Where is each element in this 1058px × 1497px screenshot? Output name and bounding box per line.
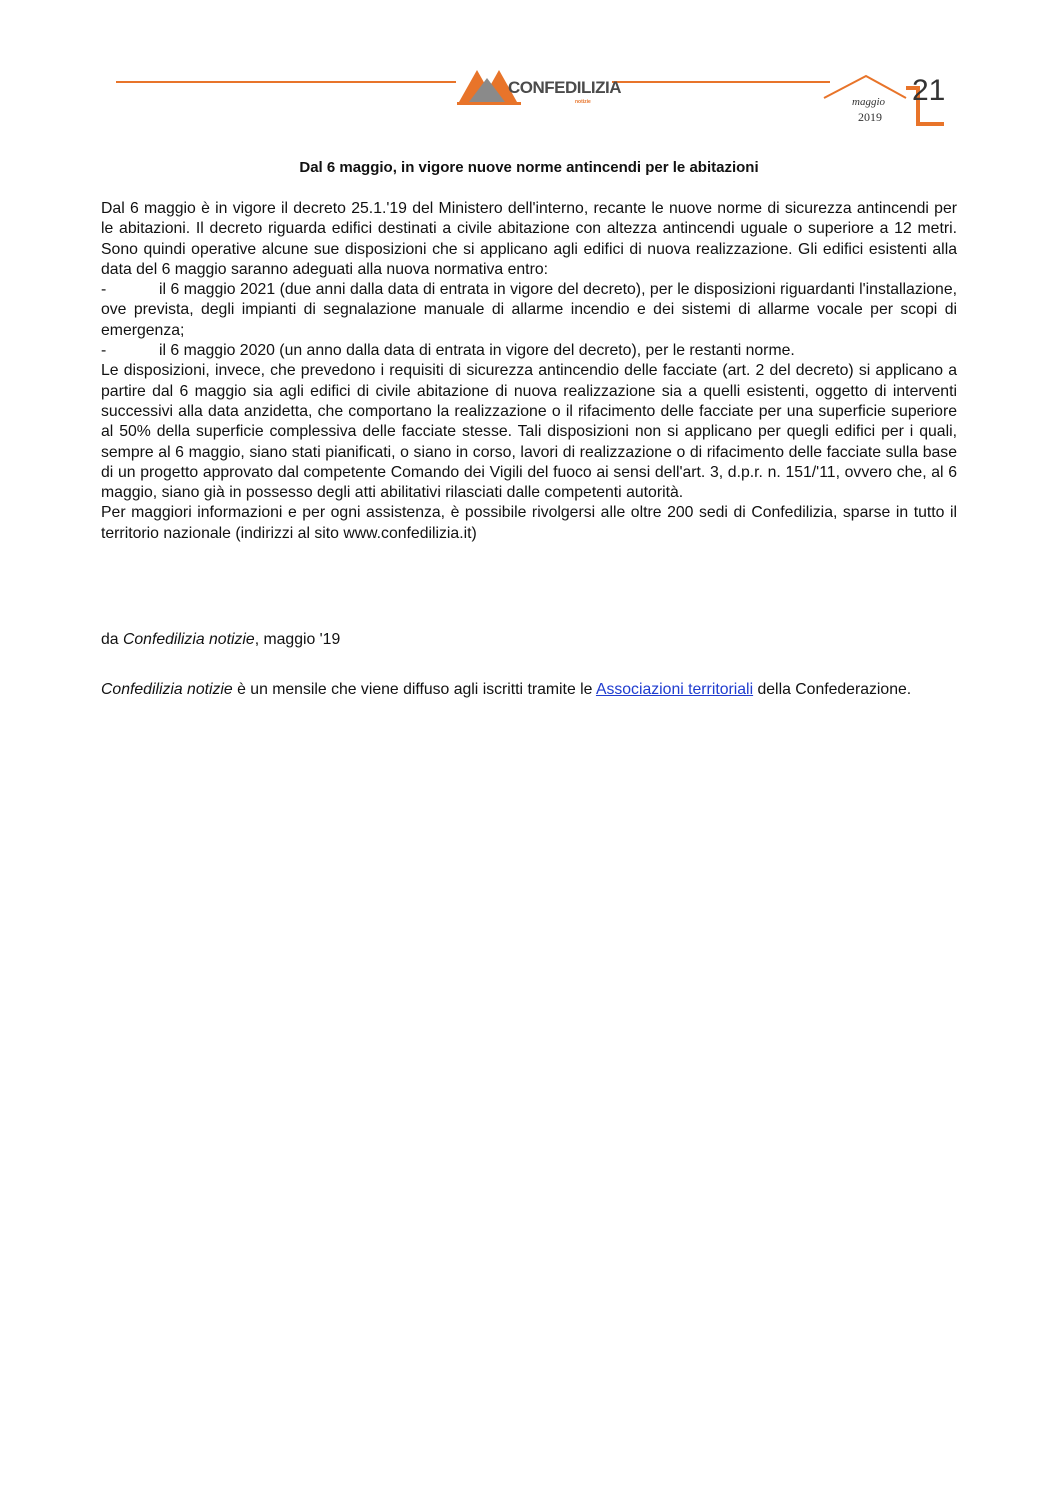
page-number: 21 <box>912 74 946 107</box>
footer-publication: Confedilizia notizie <box>101 681 233 698</box>
publication-note <box>101 678 957 702</box>
source-publication: Confedilizia notizie <box>122 631 255 648</box>
footer-text: è un mensile che viene diffuso agli iscritti tramite le <box>232 681 596 698</box>
source-suffix: , maggio '19 <box>254 631 341 648</box>
article-paragraph: Le disposizioni, invece, che prevedono i requisiti di sicurezza antincendio delle facciate (art. 2 del decreto) si applicano a partire dal 6 maggio sia agli edifici di civile abitazione di nuova realizzazione sia a quelli esistenti, oggetto di interventi successivi alla data anzidetta, che comportano la realizzazione o il rifacimento delle facciate per una superficie superiore al 50% della superficie complessiva delle facciate stesse. Tali disposizioni non si applicano per quegli edifici per i quali, sempre al 6 maggio, siano stati pianificati, o siano in corso, lavori di realizzazione o di rifacimento delle facciate sulla base di un progetto approvato dal competente Comando dei Vigili del fuoco ai sensi dell'art. 3, d.p.r. n. 151/'11, ovvero che, al 6 maggio, siano già in possesso degli atti abilitativi rilasciati dalle competenti autorità. <box>101 362 957 502</box>
bullet-marker: - <box>101 342 107 360</box>
footer-text-end: della Confederazione. <box>753 681 912 698</box>
article-paragraph: Per maggiori informazioni e per ogni assistenza, è possibile rivolgersi alle oltre 200 sedi di Confedilizia, sparse in tutto il territorio nazionale (indirizzi al sito www.confedilizia.it) <box>101 504 957 542</box>
associazioni-territoriali-link[interactable]: Associazioni territoriali <box>595 681 754 698</box>
issue-year: 2019 <box>858 110 882 124</box>
article-title: Dal 6 maggio, in vigore nuove norme antincendi per le abitazioni <box>299 159 759 176</box>
source-line <box>101 631 340 649</box>
header-rule-left <box>116 81 456 83</box>
source-prefix: da <box>101 631 123 648</box>
logo-subtitle: notizie <box>575 99 591 105</box>
logo-wordmark: CONFEDILIZIA <box>508 78 621 97</box>
bullet-text: il 6 maggio 2021 (due anni dalla data di entrata in vigore del decreto), per le disposizioni riguardanti l'installazione, ove prevista, degli impianti di segnalazione manuale di allarme incendio e dei sistemi di allarme vocale per scopi di emergenza; <box>101 281 957 339</box>
bullet-text: il 6 maggio 2020 (un anno dalla data di entrata in vigore del decreto), per le restanti norme. <box>159 342 795 360</box>
issue-month: maggio <box>852 96 885 108</box>
article-body <box>101 199 957 544</box>
bullet-marker: - <box>101 281 107 299</box>
article-intro: Dal 6 maggio è in vigore il decreto 25.1.'19 del Ministero dell'interno, recante le nuove norme di sicurezza antincendi per le abitazioni. Il decreto riguarda edifici destinati a civile abitazione con altezza antincendi uguale o superiore a 12 metri. Sono quindi operative alcune sue disposizioni che si applicano agli edifici di nuova realizzazione. Gli edifici esistenti alla data del 6 maggio saranno adeguati alla nuova normativa entro: <box>101 200 957 278</box>
list-item <box>101 280 957 341</box>
header-rule-right <box>612 81 830 83</box>
list-item <box>101 341 957 361</box>
